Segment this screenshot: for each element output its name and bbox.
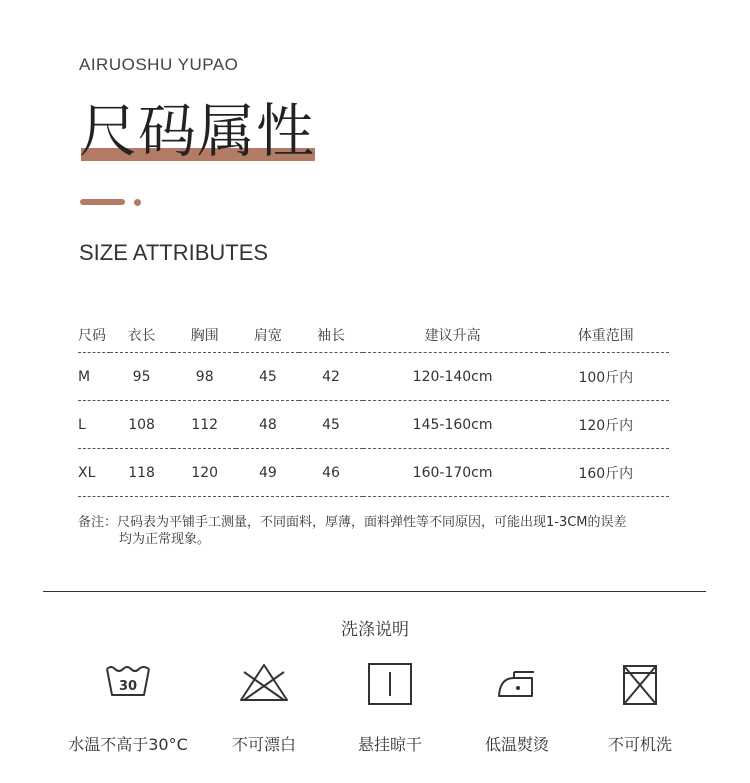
table-row [78,401,669,449]
table-cell: 98 [173,353,236,401]
title-block [79,98,315,164]
accent-dot [134,199,141,206]
table-cell: 100斤内 [543,353,669,401]
wash-item [199,662,329,754]
column-header: 胸围 [173,318,236,353]
table-cell: 120斤内 [543,401,669,449]
wash-label: 低温熨烫 [484,735,549,754]
table-cell: L [78,401,110,449]
wash-item [575,662,705,754]
table-cell: 118 [110,449,173,497]
column-header: 衣长 [110,318,173,353]
column-header: 袖长 [299,318,362,353]
size-table [78,318,669,497]
note-line-2: 均为正常现象。 [119,532,211,547]
wash-30-icon [104,662,152,702]
section-divider [43,591,706,592]
column-header: 肩宽 [236,318,299,353]
wash-label: 不可机洗 [607,735,672,754]
table-cell: 108 [110,401,173,449]
column-header: 尺码 [78,318,110,353]
table-cell: 160斤内 [543,449,669,497]
table-cell: 48 [236,401,299,449]
table-cell: 49 [236,449,299,497]
wash-label: 水温不高于30°C [68,735,188,754]
column-header: 体重范围 [543,318,669,353]
table-cell: XL [78,449,110,497]
table-cell: 45 [236,353,299,401]
no-machine-wash-icon [620,662,660,710]
table-cell: 120 [173,449,236,497]
accent-line [80,199,125,205]
table-cell: 160-170cm [363,449,543,497]
no-bleach-icon [238,662,290,704]
brand-name: AIRUOSHU YUPAO [79,55,239,74]
note-line-1: 备注：尺码表为平铺手工测量，不同面料，厚薄，面料弹性等不同原因，可能出现1-3CM的误差 [78,515,627,530]
table-cell: 46 [299,449,362,497]
table-cell: 120-140cm [363,353,543,401]
wash-item [63,662,193,754]
wash-section-title: 洗涤说明 [341,620,409,640]
table-cell: 45 [299,401,362,449]
page-title: 尺码属性 [79,97,316,165]
table-cell: 95 [110,353,173,401]
wash-item [452,662,582,754]
size-note [78,514,678,548]
table-cell: 145-160cm [363,401,543,449]
table-cell: M [78,353,110,401]
page-subtitle: SIZE ATTRIBUTES [79,240,269,265]
table-row [78,449,669,497]
low-iron-icon [494,662,540,702]
table-row [78,353,669,401]
wash-temp-text: 30 [118,679,138,694]
column-header: 建议升高 [363,318,543,353]
table-cell: 112 [173,401,236,449]
hang-dry-icon [367,662,413,708]
table-cell: 42 [299,353,362,401]
wash-item [325,662,455,754]
table-header-row [78,318,669,353]
wash-label: 悬挂晾干 [357,735,422,754]
wash-label: 不可漂白 [231,735,296,754]
